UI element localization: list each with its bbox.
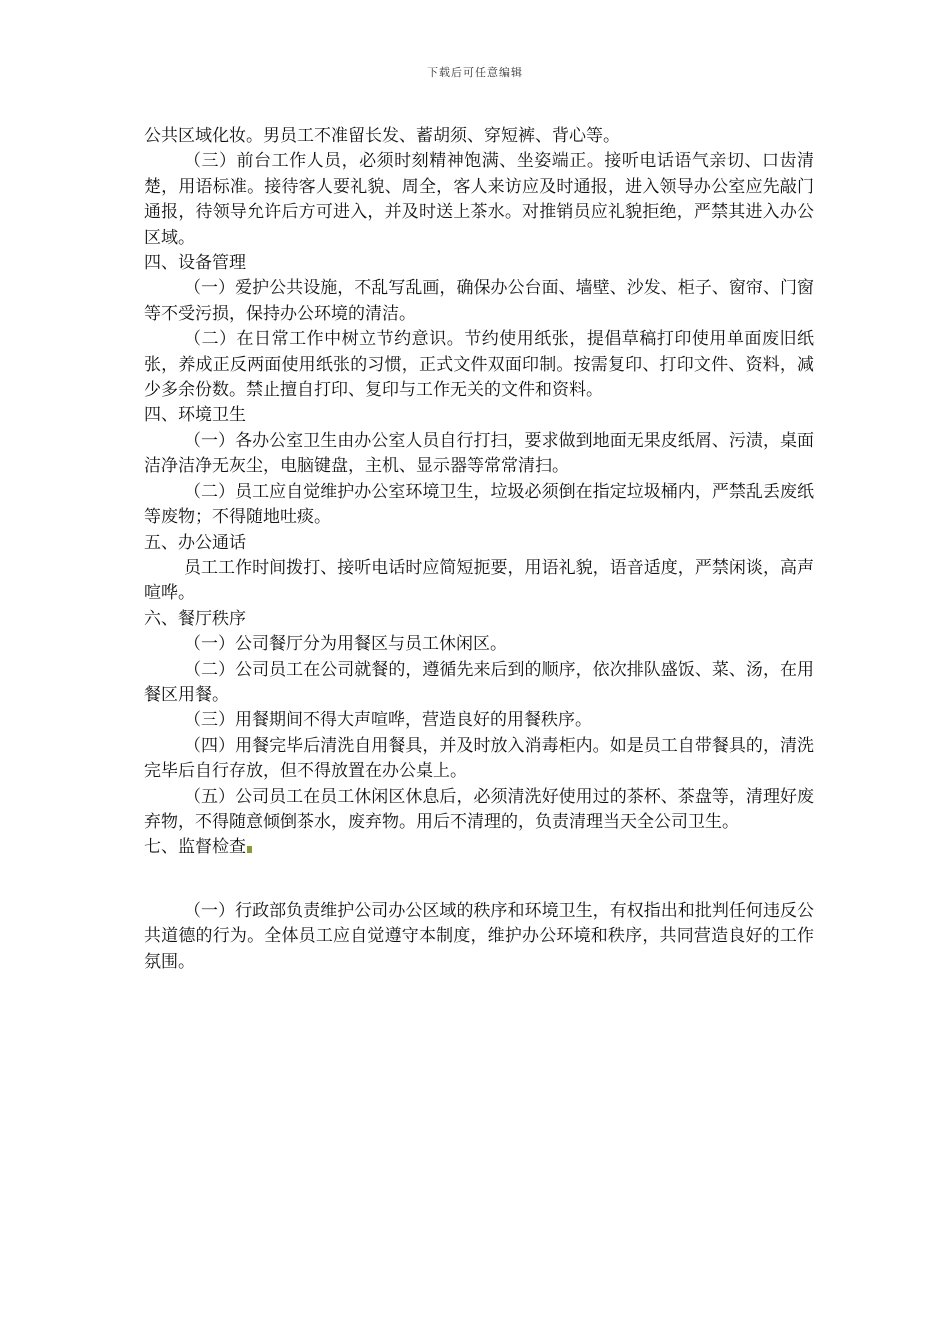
section-heading-wrapper [144,835,814,860]
anchor-mark-icon [247,846,252,853]
paragraph: （五）公司员工在员工休闲区休息后，必须清洗好使用过的茶杯、茶盘等，清理好废弃物，不得随意倾倒茶水，废弃物。用后不清理的，负责清理当天全公司卫生。 [144,786,814,832]
paragraph: （二）在日常工作中树立节约意识。节约使用纸张，提倡草稿打印使用单面废旧纸张，养成正反两面使用纸张的习惯，正式文件双面印制。按需复印、打印文件、资料，减少多余份数。禁止擅自打印、复印与工作无关的文件和资料。 [144,329,814,401]
paragraph: （三）前台工作人员，必须时刻精神饱满、坐姿端正。接听电话语气亲切、口齿清楚，用语标准。接待客人要礼貌、周全，客人来访应及时通报，进入领导办公室应先敲门通报，待领导允许后方可进入，并及时送上茶水。对推销员应礼貌拒绝，严禁其进入办公区域。 [144,151,814,248]
paragraph: （一）爱护公共设施，不乱写乱画，确保办公台面、墙壁、沙发、柜子、窗帘、门窗等不受污损，保持办公环境的清洁。 [144,278,814,324]
paragraph: （三）用餐期间不得大声喧哗，营造良好的用餐秩序。 [184,710,592,731]
paragraph: （一）公司餐厅分为用餐区与员工休闲区。 [184,634,507,655]
paragraph: （一）行政部负责维护公司办公区域的秩序和环境卫生，有权指出和批判任何违反公共道德的行为。全体员工应自觉遵守本制度，维护办公环境和秩序，共同营造良好的工作氛围。 [144,900,814,972]
section-heading: 五、办公通话 [144,532,246,553]
document-body [144,124,814,975]
spacer [144,861,814,899]
paragraph: （二）公司员工在公司就餐的，遵循先来后到的顺序，依次排队盛饭、菜、汤，在用餐区用餐。 [144,659,814,705]
paragraph: （二）员工应自觉维护办公室环境卫生，垃圾必须倒在指定垃圾桶内，严禁乱丢废纸等废物；不得随地吐痰。 [144,481,814,528]
section-heading: 四、环境卫生 [144,405,246,426]
paragraph: （四）用餐完毕后清洗自用餐具，并及时放入消毒柜内。如是员工自带餐具的，清洗完毕后自行存放，但不得放置在办公桌上。 [144,735,814,782]
section-heading: 六、餐厅秩序 [144,608,246,629]
section-heading: 四、设备管理 [144,253,246,274]
paragraph: 员工工作时间拨打、接听电话时应简短扼要，用语礼貌，语音适度，严禁闲谈，高声喧哗。 [144,557,814,604]
paragraph: 公共区域化妆。男员工不准留长发、蓄胡须、穿短裤、背心等。 [144,126,620,146]
paragraph: （一）各办公室卫生由办公室人员自行打扫，要求做到地面无果皮纸屑、污渍，桌面洁净洁净无灰尘，电脑键盘，主机、显示器等常常清扫。 [144,430,814,477]
section-heading: 七、监督检查 [144,837,246,858]
page-header: 下载后可任意编辑 [427,66,523,79]
